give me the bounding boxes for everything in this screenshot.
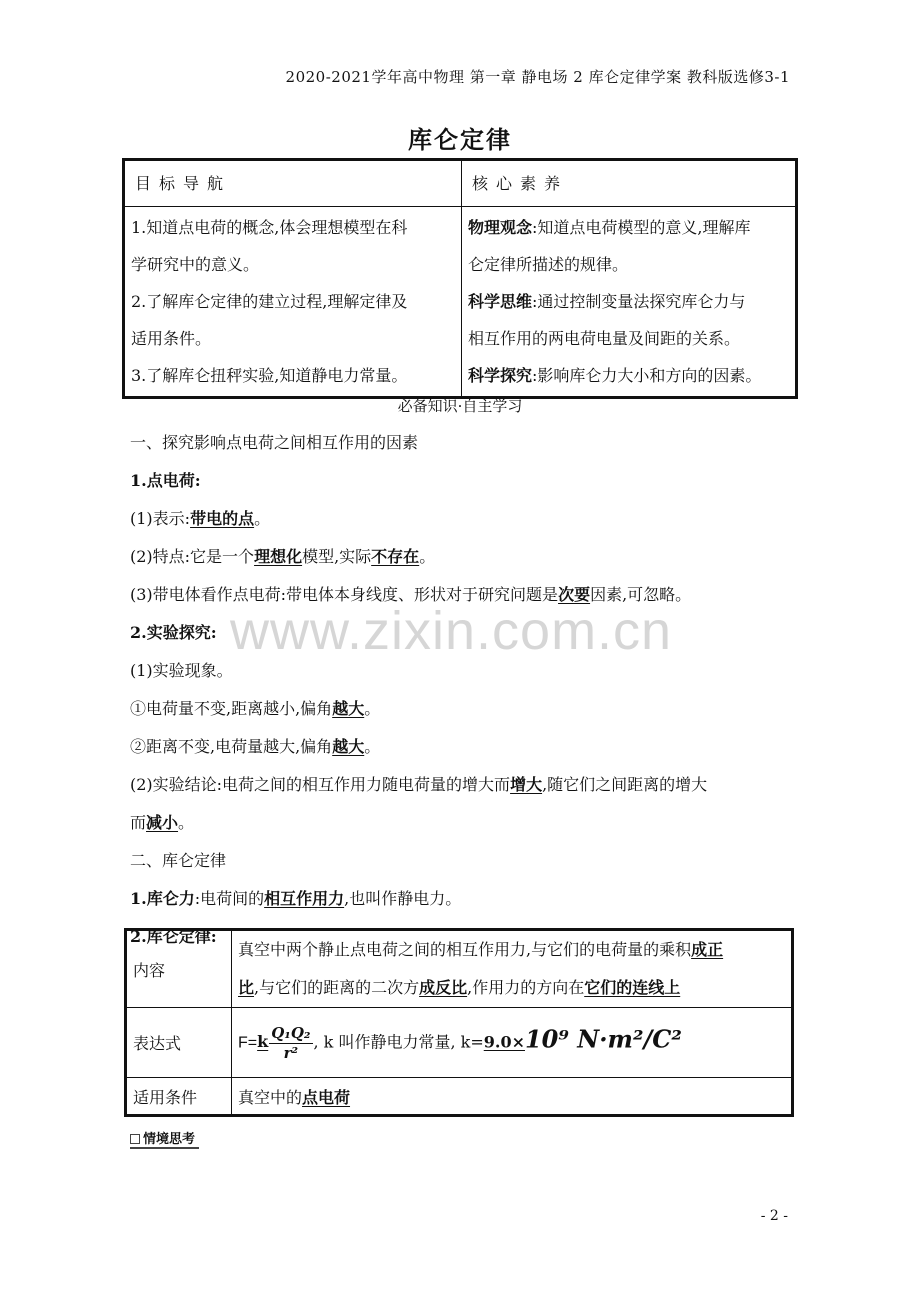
literacy-label: 科学思维	[468, 292, 533, 311]
answer-blank: 成正	[691, 940, 724, 959]
answer-blank: 点电荷	[302, 1087, 351, 1107]
answer-blank: 带电的点	[190, 509, 255, 528]
situation-badge: 情境思考	[130, 1128, 199, 1149]
literacy-line: 仑定律所描述的规律。	[468, 255, 629, 274]
row-label: 表达式	[126, 1008, 232, 1078]
coulomb-fraction: $\frac{\text{Q₁Q₂}}{\text{r²}}$	[271, 1023, 311, 1062]
heading-experiment: 2.实验探究:	[130, 623, 217, 642]
goal-content	[124, 207, 462, 398]
literacy-header: 核心素养	[462, 160, 797, 207]
goal-line: 2.了解库仑定律的建立过程,理解定律及	[131, 292, 408, 311]
goal-line: 学研究中的意义。	[131, 255, 260, 274]
answer-blank: 越大	[332, 737, 365, 756]
heading-point-charge: 1.点电荷:	[130, 471, 201, 490]
condition-cell: 真空中的点电荷	[232, 1078, 793, 1116]
answer-blank: 相互作用力	[264, 889, 345, 908]
goal-line: 适用条件。	[131, 329, 212, 348]
text-line: ②距离不变,电荷量越大,偏角越大。	[130, 737, 381, 756]
constant-value: 10⁹ N·m²/C²	[524, 1024, 682, 1053]
text-line: (3)带电体看作点电荷:带电体本身线度、形状对于研究问题是次要因素,可忽略。	[130, 585, 692, 604]
answer-blank: 成反比	[419, 978, 468, 997]
content-cell: 真空中两个静止点电荷之间的相互作用力,与它们的电荷量的乘积成正 比,与它们的距离的二次方成反比,作用力的方向在它们的连线上	[232, 930, 793, 1008]
literacy-line: 相互作用的两电荷电量及间距的关系。	[468, 329, 741, 348]
row-label: 适用条件	[126, 1078, 232, 1116]
page-title: 库仑定律	[408, 125, 512, 154]
section-1-title: 一、探究影响点电荷之间相互作用的因素	[130, 433, 419, 452]
section-label: 必备知识·自主学习	[397, 397, 523, 415]
literacy-line	[468, 283, 789, 320]
literacy-text: :影响库仑力大小和方向的因素。	[532, 366, 762, 385]
text-line: (2)特点:它是一个理想化模型,实际不存在。	[130, 547, 436, 566]
answer-blank: 增大	[510, 775, 543, 794]
text-line: 而减小。	[130, 813, 195, 832]
text-line: (2)实验结论:电荷之间的相互作用力随电荷量的增大而增大,随它们之间距离的增大	[130, 775, 708, 794]
answer-blank: 不存在	[371, 547, 420, 566]
goal-line: 1.知道点电荷的概念,体会理想模型在科	[131, 218, 408, 237]
literacy-label: 物理观念	[468, 218, 533, 237]
goal-table	[122, 158, 798, 399]
text-line: (1)表示:带电的点。	[130, 509, 271, 528]
watermark: www.zixin.com.cn	[230, 601, 673, 661]
answer-blank: 9.0×	[483, 1032, 525, 1051]
literacy-line	[468, 209, 789, 246]
page-number: - 2 -	[760, 1208, 788, 1224]
answer-blank: k $\frac{\text{Q₁Q₂}}{\text{r²}}$	[257, 1023, 311, 1062]
goal-line: 3.了解库仑扭秤实验,知道静电力常量。	[131, 366, 408, 385]
page-header: 2020-2021学年高中物理 第一章 静电场 2 库仑定律学案 教科版选修3-1	[285, 68, 790, 86]
literacy-text: :通过控制变量法探究库仑力与	[532, 292, 746, 311]
heading-coulomb-law: 2.库仑定律:	[130, 927, 217, 946]
goal-header: 目标导航	[124, 160, 462, 207]
text-line: 1.库仑力:电荷间的相互作用力,也叫作静电力。	[130, 889, 462, 908]
square-icon	[130, 1134, 140, 1144]
formula-cell: F=k $\frac{\text{Q₁Q₂}}{\text{r²}}$ , k 叫作静电力常量, k=9.0×10⁹ N·m²/C²	[232, 1008, 793, 1078]
literacy-line	[468, 357, 789, 394]
literacy-content	[462, 207, 797, 398]
row-label: 内容	[126, 930, 232, 1008]
section-2-title: 二、库仑定律	[130, 851, 227, 870]
answer-blank: 比	[238, 978, 255, 997]
answer-blank: 它们的连线上	[584, 978, 681, 997]
law-table	[124, 928, 794, 1117]
answer-blank: 理想化	[254, 547, 303, 566]
answer-blank: 减小	[146, 813, 179, 832]
text-line: ①电荷量不变,距离越小,偏角越大。	[130, 699, 381, 718]
text-line: (1)实验现象。	[130, 661, 233, 680]
answer-blank: 次要	[558, 585, 591, 604]
literacy-label: 科学探究	[468, 366, 533, 385]
answer-blank: 越大	[332, 699, 365, 718]
literacy-text: :知道点电荷模型的意义,理解库	[532, 218, 751, 237]
